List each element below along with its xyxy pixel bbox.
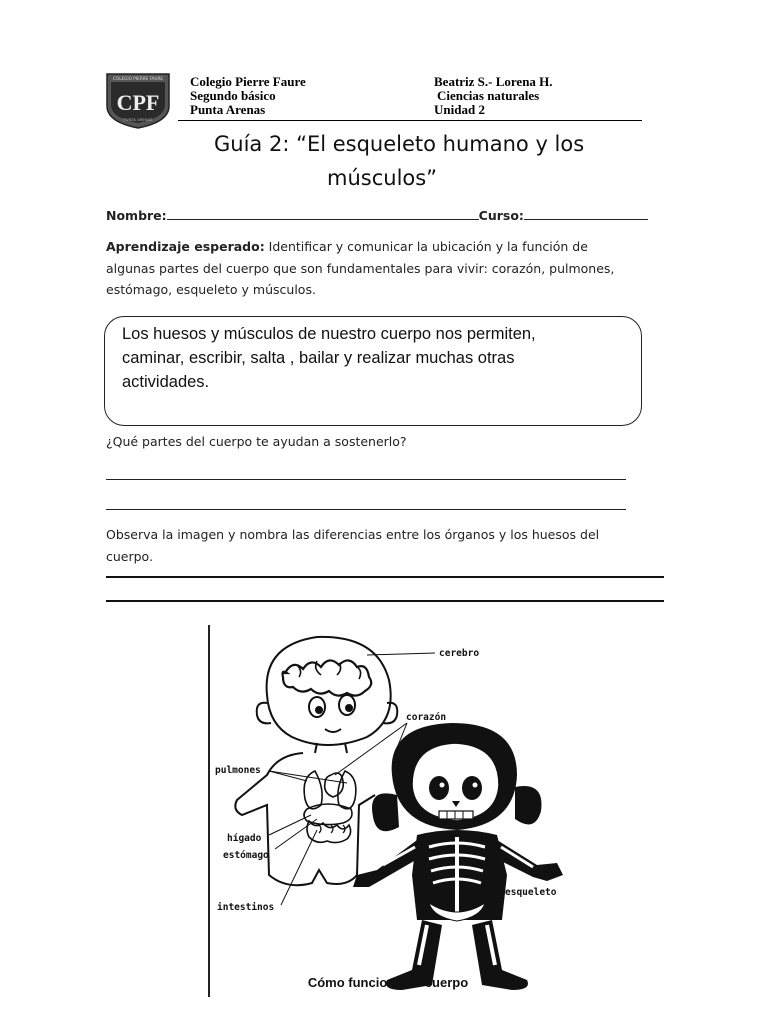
page-title-line1: Guía 2: “El esqueleto humano y los <box>214 132 585 156</box>
boy-figure <box>235 637 397 885</box>
info-line3: actividades. <box>122 373 210 391</box>
course-field[interactable] <box>524 208 648 220</box>
skeleton-figure <box>353 723 563 990</box>
objective-line2: algunas partes del cuerpo que son fundamentales para vivir: corazón, pulmones, <box>106 261 615 276</box>
objective-line1 <box>106 239 588 254</box>
question2-line2: cuerpo. <box>106 549 153 564</box>
label-pulmones: pulmones <box>215 765 261 776</box>
objective-label: Aprendizaje esperado: <box>106 239 265 254</box>
svg-text:COLEGIO PIERRE FAURE: COLEGIO PIERRE FAURE <box>112 76 164 81</box>
teachers-label: Beatriz S.- Lorena H. <box>434 74 553 89</box>
illustration-caption: Cómo funciona mi cuerpo <box>307 975 469 990</box>
answer1-line2[interactable] <box>106 509 626 510</box>
name-course-row <box>106 208 648 223</box>
answer2-line2[interactable] <box>106 600 664 602</box>
header-divider <box>178 120 642 121</box>
label-estomago: estómago <box>223 850 269 861</box>
grade-label: Segundo básico <box>190 88 276 103</box>
city-label: Punta Arenas <box>190 102 266 117</box>
label-corazon: corazón <box>406 712 447 723</box>
objective-text1: Identificar y comunicar la ubicación y la función de <box>264 239 588 254</box>
course-label: Curso: <box>478 208 524 223</box>
question2-line1: Observa la imagen y nombra las diferencias entre los órganos y los huesos del <box>106 527 600 542</box>
label-intestinos: intestinos <box>217 902 275 913</box>
answer2-line1[interactable] <box>106 576 664 578</box>
svg-text:PUNTA ARENAS: PUNTA ARENAS <box>123 117 153 122</box>
name-label: Nombre: <box>106 208 167 223</box>
info-line2: caminar, escribir, salta , bailar y realizar muchas otras <box>122 349 515 367</box>
answer1-line1[interactable] <box>106 479 626 480</box>
objective-line3: estómago, esqueleto y músculos. <box>106 282 316 297</box>
body-illustration <box>207 625 569 997</box>
info-line1: Los huesos y músculos de nuestro cuerpo nos permiten, <box>122 325 536 343</box>
svg-text:CPF: CPF <box>116 90 160 115</box>
unit-label: Unidad 2 <box>434 102 485 117</box>
label-cerebro: cerebro <box>439 648 480 659</box>
name-field[interactable] <box>167 208 479 220</box>
school-name: Colegio Pierre Faure <box>190 74 306 89</box>
question1: ¿Qué partes del cuerpo te ayudan a sostenerlo? <box>106 434 407 449</box>
page-title-line2: músculos” <box>327 166 438 190</box>
school-logo <box>105 72 171 130</box>
label-esqueleto: esqueleto <box>505 887 557 898</box>
subject-label: Ciencias naturales <box>437 88 540 103</box>
label-higado: hígado <box>227 833 262 844</box>
info-box-text <box>122 322 622 394</box>
